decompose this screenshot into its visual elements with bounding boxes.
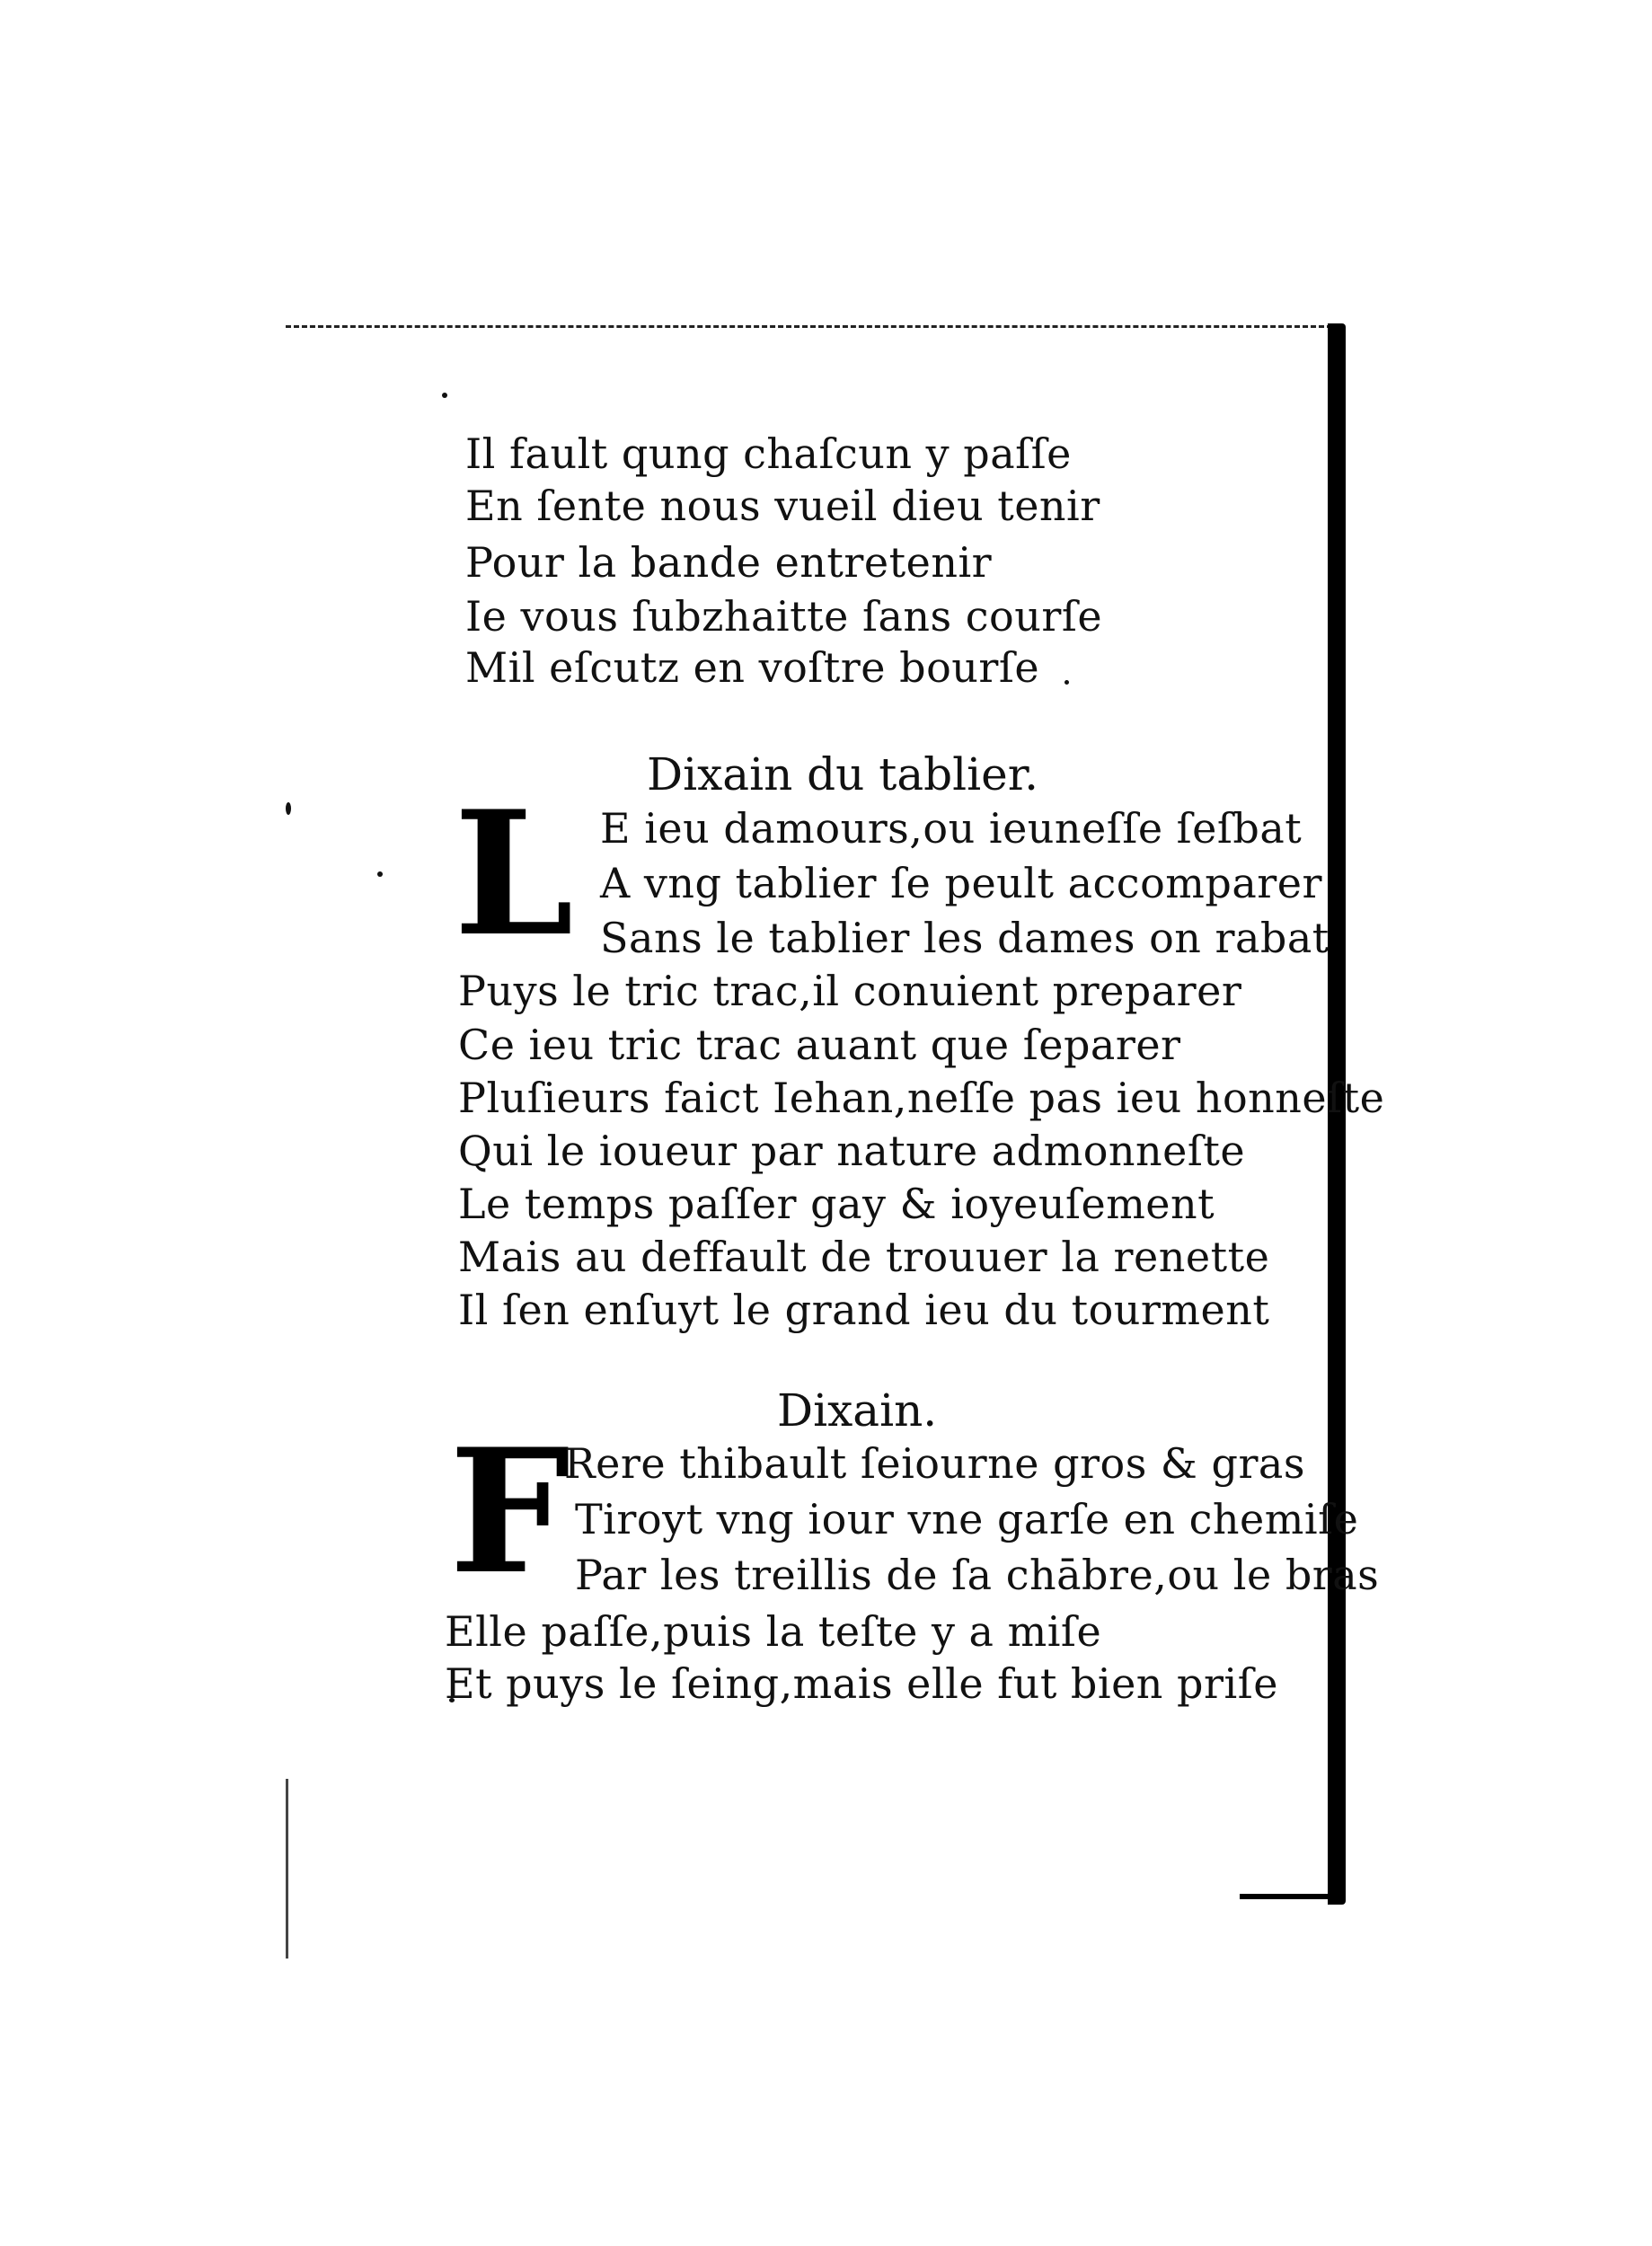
verse-line: A vng tablier ſe peult accomparer [600,859,1322,907]
verse-line: Pour la bande entretenir [465,538,993,587]
verse-line: Le temps paſſer gay & ioyeuſement [458,1180,1215,1228]
bottom-rule [1240,1894,1338,1899]
verse-line: Il ſen enſuyt le grand ieu du tourment [458,1286,1270,1334]
verse-line: Puys le tric trac,il conuient preparer [458,967,1242,1015]
verse-line: Rere thibault ſeiourne gros & gras [564,1439,1305,1488]
verse-line: Pluſieurs faict Iehan,neſſe pas ieu honneſte [458,1074,1385,1122]
verse-line: Sans le tablier les dames on rabat [600,914,1330,962]
top-rule [286,325,1332,328]
verse-line: En ſente nous vueil dieu tenir [465,482,1100,530]
verse-line: Mil eſcutz en voſtre bourſe [465,643,1040,692]
verse-line: Ce ieu tric trac auant que ſeparer [458,1021,1181,1069]
verse-line: Par les treillis de ſa chābre,ou le bras [575,1551,1380,1599]
verse-line: Elle paſſe,puis la teſte y a miſe [445,1607,1102,1656]
verse-line: Ie vous ſubzhaitte ſans courſe [465,592,1103,641]
verse-line: Il fault qung chaſcun y paſſe [465,429,1072,478]
verse-line: E ieu damours,ou ieuneſſe ſeſbat [600,804,1303,853]
drop-cap: L [454,774,574,974]
gutter-mark [286,1779,288,1959]
verse-line: Qui le ioueur par nature admonneſte [458,1127,1246,1175]
verse-line: Mais au deffault de trouuer la renette [458,1233,1270,1281]
drop-cap: F [449,1411,570,1612]
section-heading: Dixain du tablier. [647,748,1039,800]
section-heading: Dixain. [777,1384,938,1437]
verse-line: Et puys le ſeing,mais elle fut bien priſe [445,1659,1278,1708]
verse-line: Tiroyt vng iour vne garſe en chemiſe [575,1495,1359,1543]
